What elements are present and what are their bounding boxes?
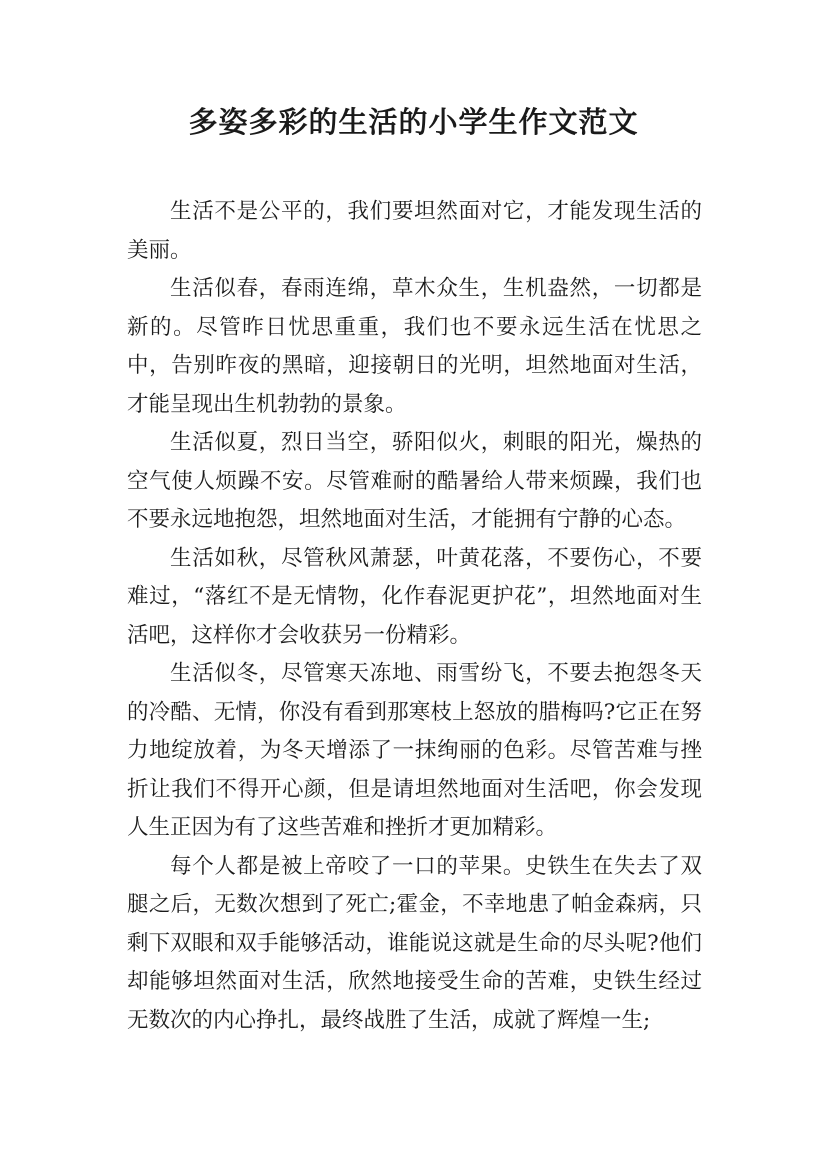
- paragraph-2: 生活似春，春雨连绵，草木众生，生机盎然，一切都是新的。尽管昨日忧思重重，我们也不要永远生活在忧思之中，告别昨夜的黑暗，迎接朝日的光明，坦然地面对生活，才能呈现出生机勃勃的景象。: [127, 276, 702, 417]
- document-body: [127, 193, 702, 1040]
- paragraph-3: 生活似夏，烈日当空，骄阳似火，刺眼的阳光，燥热的空气使人烦躁不安。尽管难耐的酷暑给人带来烦躁，我们也不要永远地抱怨，坦然地面对生活，才能拥有宁静的心态。: [127, 430, 702, 532]
- paragraph-1: 生活不是公平的，我们要坦然面对它，才能发现生活的美丽。: [127, 199, 702, 263]
- paragraph-5: 生活似冬，尽管寒天冻地、雨雪纷飞，不要去抱怨冬天的冷酷、无情，你没有看到那寒枝上怒放的腊梅吗?它正在努力地绽放着，为冬天增添了一抹绚丽的色彩。尽管苦难与挫折让我们不得开心颜，但是请坦然地面对生活吧，你会发现人生正因为有了这些苦难和挫折才更加精彩。: [127, 661, 702, 840]
- paragraph-4: 生活如秋，尽管秋风萧瑟，叶黄花落，不要伤心，不要难过，“落红不是无情物，化作春泥更护花”，坦然地面对生活吧，这样你才会收获另一份精彩。: [127, 545, 702, 648]
- paragraph-6: 每个人都是被上帝咬了一口的苹果。史铁生在失去了双腿之后，无数次想到了死亡;霍金，不幸地患了帕金森病，只剩下双眼和双手能够活动，谁能说这就是生命的尽头呢?他们却能够坦然面对生活，欣然地接受生命的苦难，史铁生经过无数次的内心挣扎，最终战胜了生活，成就了辉煌一生;: [127, 853, 702, 1033]
- document-title: 多姿多彩的生活的小学生作文范文: [188, 105, 639, 139]
